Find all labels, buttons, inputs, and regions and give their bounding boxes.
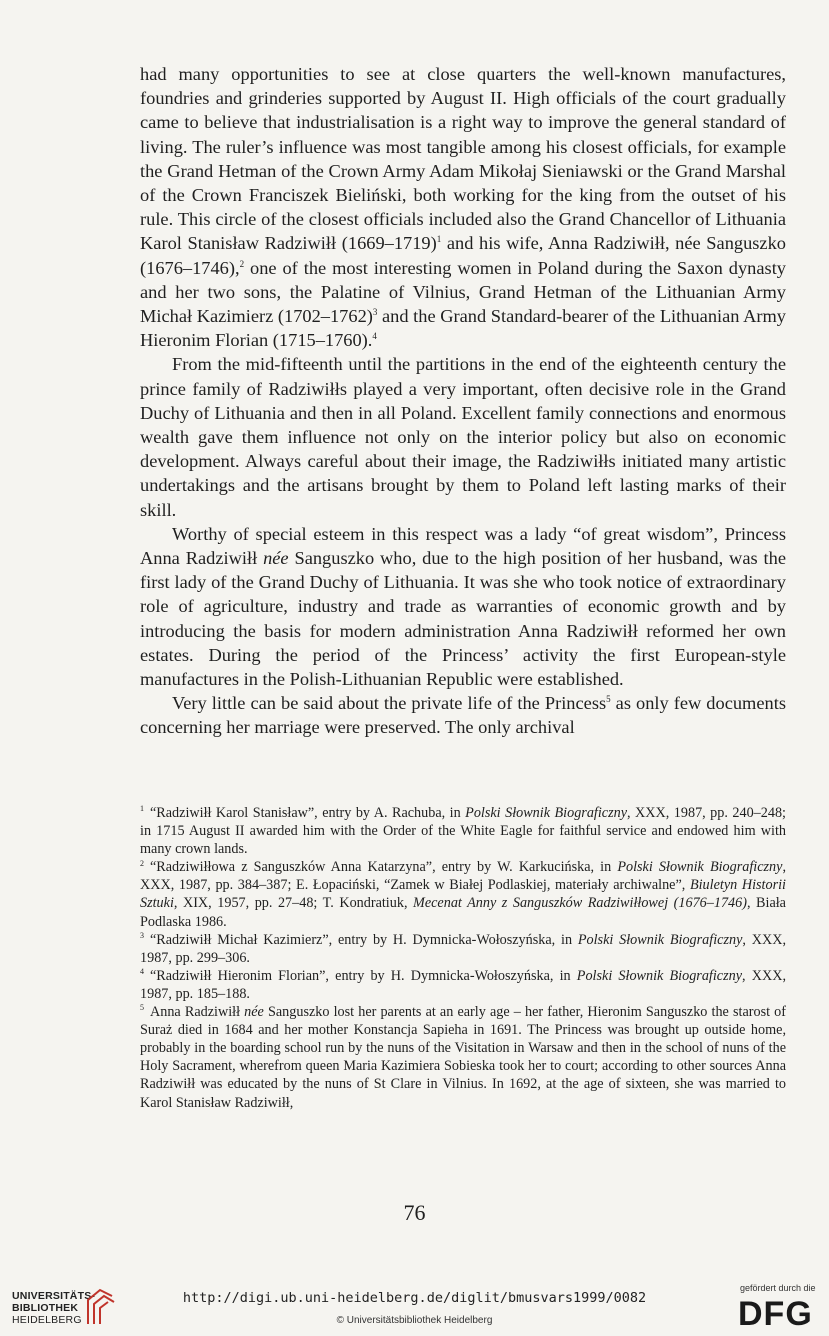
footnote-1: $^1$ “Radziwiłł Karol Stanisław”, entry by A. Rachuba, in Polski Słownik Biograficzny, XXX, 1987, pp. 240–248; in 1715 August II awarded him with the Order of the White Eagle for faithful service and endowed him with many crown lands. bbox=[140, 804, 786, 858]
footer bbox=[0, 1276, 829, 1336]
paragraph-4: Very little can be said about the private life of the Princess$^5$ as only few documents concerning her marriage were preserved. The only archival bbox=[140, 693, 786, 738]
paragraph-1: had many opportunities to see at close quarters the well-known manufactures, foundries and grinderies supported by August II. High officials of the court gradually came to believe that industrialisation is a right way to improve the general standard of living. The ruler’s influence was most tangible among his closest officials, for example the Grand Hetman of the Crown Army Adam Mikołaj Sieniawski or the Grand Marshal of the Crown Franciszek Bieliński, both working for the king from the outset of his rule. This circle of the closest officials included also the Grand Chancellor of Lithuania Karol Stanisław Radziwiłł (1669–1719)$^1$ and his wife, Anna Radziwiłł, née Sanguszko (1676–1746),$^2$ one of the most interesting women in Poland during the Saxon dynasty and her two sons, the Palatine of Vilnius, Grand Hetman of the Lithuanian Army Michał Kazimierz (1702–1762)$^3$ and the Grand Standard-bearer of the Lithuanian Army Hieronim Florian (1715–1760).$^4$ bbox=[140, 64, 786, 351]
dfg-logo: DFG bbox=[738, 1295, 813, 1333]
footnote-4: $^4$ “Radziwiłł Hieronim Florian”, entry by H. Dymnicka-Wołoszyńska, in Polski Słownik Biograficzny, XXX, 1987, pp. 185–188. bbox=[140, 967, 787, 1002]
paragraph-2: From the mid-fifteenth until the partitions in the end of the eighteenth century the prince family of Radziwiłłs played a very important, often decisive role in the Grand Duchy of Lithuania and then in all Poland. Excellent family connections and enormous wealth gave them influence not only on the interior policy but also on economic development. Always careful about their image, the Radziwiłłs initiated many artistic undertakings and the artisans brought by them to Poland left lasting marks of their skill. bbox=[140, 354, 786, 520]
paragraph-3: Worthy of special esteem in this respect was a lady “of great wisdom”, Princess Anna Radziwiłł née Sanguszko who, due to the high position of her husband, was the first lady of the Grand Duchy of Lithuania. It was she who took notice of extraordinary role of agriculture, industry and trade as warranties of economic growth and by introducing the basis for modern administration Anna Radziwiłł reformed her own estates. During the period of the Princess’ activity the first European-style manufactures in the Polish-Lithuanian Republic were established. bbox=[140, 523, 786, 690]
footnote-5: $^5$ Anna Radziwiłł née Sanguszko lost her parents at an early age – her father, Hieronim Sanguszko the starost of Suraż died in 1684 and her mother Konstancja Sapieha in 1691. The Princess was brought up outside home, probably in the boarding school run by the nuns of the Visitation in Warsaw and then in the school of nuns of the Holy Sacrament, wherefrom queen Maria Kazimiera Sobieska took her to court; according to other sources Anna Radziwiłł was educated by the nuns of St Clare in Vilnius. In 1692, at the age of sixteen, she was married to Karol Stanisław Radziwiłł, bbox=[140, 1003, 786, 1111]
source-url-link[interactable]: http://digi.ub.uni-heidelberg.de/diglit/bmusvars1999/0082 bbox=[182, 1290, 647, 1306]
main-text bbox=[140, 62, 786, 740]
footnote-ref-5: 5 bbox=[606, 694, 611, 705]
footnote-2: $^2$ “Radziwiłłowa z Sanguszków Anna Katarzyna”, entry by W. Karkucińska, in Polski Słownik Biograficzny, XXX, 1987, pp. 384–387; E. Łopaciński, “Zamek w Białej Podlaskiej, materiały archiwalne”, Biuletyn Historii Sztuki, XIX, 1957, pp. 27–48; T. Kondratiuk, Mecenat Anny z Sanguszków Radziwiłłowej (1676–1746), Biała Podlaska 1986. bbox=[140, 858, 786, 930]
footnote-ref-3: 3 bbox=[372, 306, 378, 317]
footnote-3: $^3$ “Radziwiłł Michał Kazimierz”, entry by H. Dymnicka-Wołoszyńska, in Polski Słownik Biograficzny, XXX, 1987, pp. 299–306. bbox=[140, 930, 787, 966]
footnotes bbox=[140, 804, 786, 1112]
footnote-ref-4: 4 bbox=[372, 331, 377, 342]
funding-label: gefördert durch die bbox=[740, 1283, 816, 1293]
page-number: 76 bbox=[403, 1200, 426, 1225]
footnote-ref-2: 2 bbox=[239, 258, 245, 269]
footnote-ref-1: 1 bbox=[436, 234, 442, 245]
library-logo: UNIVERSITÄTS- BIBLIOTHEK HEIDELBERG bbox=[12, 1290, 96, 1326]
copyright-notice: © Universitätsbibliothek Heidelberg bbox=[336, 1315, 493, 1326]
